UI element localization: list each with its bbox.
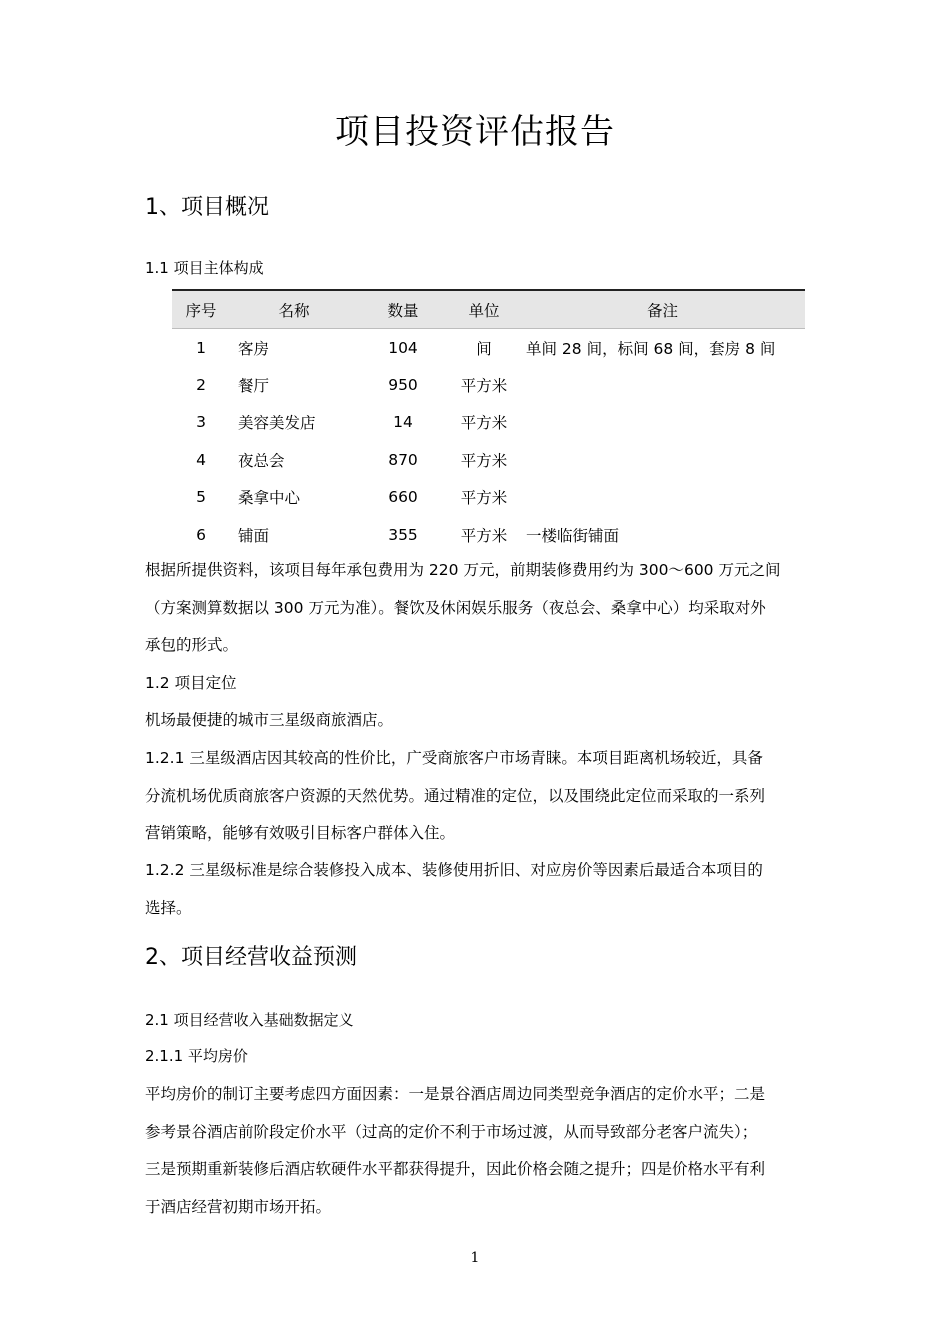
table-header-row xyxy=(172,289,805,329)
table-cell: 355 xyxy=(388,525,418,544)
paragraph-1-2-1 xyxy=(145,740,810,853)
table-header-cell: 序号 xyxy=(185,301,217,320)
table-cell: 餐厅 xyxy=(238,377,270,396)
paragraph-average-room-rate xyxy=(145,1076,810,1226)
table-cell: 870 xyxy=(388,450,418,469)
subsection-1-1-heading: 1.1 项目主体构成 xyxy=(145,259,264,277)
table-cell: 桑拿中心 xyxy=(238,489,301,508)
table-cell: 950 xyxy=(388,376,418,395)
table-cell: 14 xyxy=(393,413,413,432)
table-header-cell: 名称 xyxy=(278,301,310,320)
table-cell: 104 xyxy=(388,338,418,357)
table-cell: 平方米 xyxy=(460,377,508,396)
table-cell: 1 xyxy=(196,338,206,357)
table-row xyxy=(172,404,805,441)
text-line: 承包的形式。 xyxy=(145,636,239,654)
subsection-1-2-heading xyxy=(145,665,810,703)
table-cell: 平方米 xyxy=(460,414,508,433)
table-row xyxy=(172,441,805,478)
table-cell: 夜总会 xyxy=(238,451,285,470)
text-line: 1.2.2 三星级标准是综合装修投入成本、装修使用折旧、对应房价等因素后最适合本项目的 xyxy=(145,861,763,879)
text-line: 1.2 项目定位 xyxy=(145,674,237,692)
table-row xyxy=(172,479,805,516)
text-line: 分流机场优质商旅客户资源的天然优势。通过精准的定位，以及围绕此定位而采取的一系列 xyxy=(145,786,766,805)
text-line: 机场最便捷的城市三星级商旅酒店。 xyxy=(145,711,394,729)
table-header-cell: 数量 xyxy=(387,301,419,320)
table-cell: 美容美发店 xyxy=(238,414,316,433)
subsection-2-1-heading: 2.1 项目经营收入基础数据定义 xyxy=(145,1011,354,1029)
text-line: 平均房价的制订主要考虑四方面因素：一是景谷酒店周边同类型竞争酒店的定价水平；二是 xyxy=(145,1085,766,1103)
text-line: 参考景谷酒店前阶段定价水平（过高的定价不利于市场过渡，从而导致部分老客户流失）； xyxy=(145,1122,758,1141)
section-2-heading: 2、项目经营收益预测 xyxy=(145,945,357,970)
table-row xyxy=(172,366,805,403)
table-row xyxy=(172,329,805,366)
paragraph-contract-costs xyxy=(145,552,810,665)
table-cell: 660 xyxy=(388,488,418,507)
text-line: 于酒店经营初期市场开拓。 xyxy=(145,1197,332,1216)
table-cell: 间 xyxy=(476,339,492,358)
table-cell: 平方米 xyxy=(460,489,508,508)
table-cell: 2 xyxy=(196,376,206,395)
table-row xyxy=(172,516,805,553)
table-cell: 铺面 xyxy=(238,526,270,545)
text-line: 1.2.1 三星级酒店因其较高的性价比，广受商旅客户市场青睐。本项目距离机场较近，具备 xyxy=(145,749,763,767)
paragraph-positioning xyxy=(145,702,810,740)
table-cell: 6 xyxy=(196,525,206,544)
text-line: 选择。 xyxy=(145,898,192,917)
table-cell: 单间 28 间，标间 68 间，套房 8 间 xyxy=(526,339,776,358)
table-cell: 3 xyxy=(196,413,206,432)
text-line: （方案测算数据以 300 万元为准）。餐饮及休闲娱乐服务（夜总会、桑拿中心）均采取对外 xyxy=(145,598,766,617)
text-line: 三是预期重新装修后酒店软硬件水平都获得提升，因此价格会随之提升；四是价格水平有利 xyxy=(145,1160,766,1178)
text-line: 根据所提供资料，该项目每年承包费用为 220 万元，前期装修费用约为 300～600 万元之间 xyxy=(145,561,781,579)
paragraph-1-2-2 xyxy=(145,852,810,927)
table-header-cell: 单位 xyxy=(468,301,500,320)
table-cell: 4 xyxy=(196,450,206,469)
table-header-cell: 备注 xyxy=(646,301,678,320)
table-cell: 5 xyxy=(196,488,206,507)
table-cell: 一楼临街铺面 xyxy=(526,526,620,545)
table-cell: 平方米 xyxy=(460,451,508,470)
document-title: 项目投资评估报告 xyxy=(335,112,615,152)
table-cell: 客房 xyxy=(238,339,270,358)
subsection-2-1-1-heading: 2.1.1 平均房价 xyxy=(145,1047,248,1065)
page-number: 1 xyxy=(470,1250,480,1266)
project-composition-table xyxy=(172,289,805,553)
text-line: 营销策略，能够有效吸引目标客户群体入住。 xyxy=(145,824,456,842)
table-cell: 平方米 xyxy=(460,526,508,545)
section-1-heading: 1、项目概况 xyxy=(145,195,269,220)
